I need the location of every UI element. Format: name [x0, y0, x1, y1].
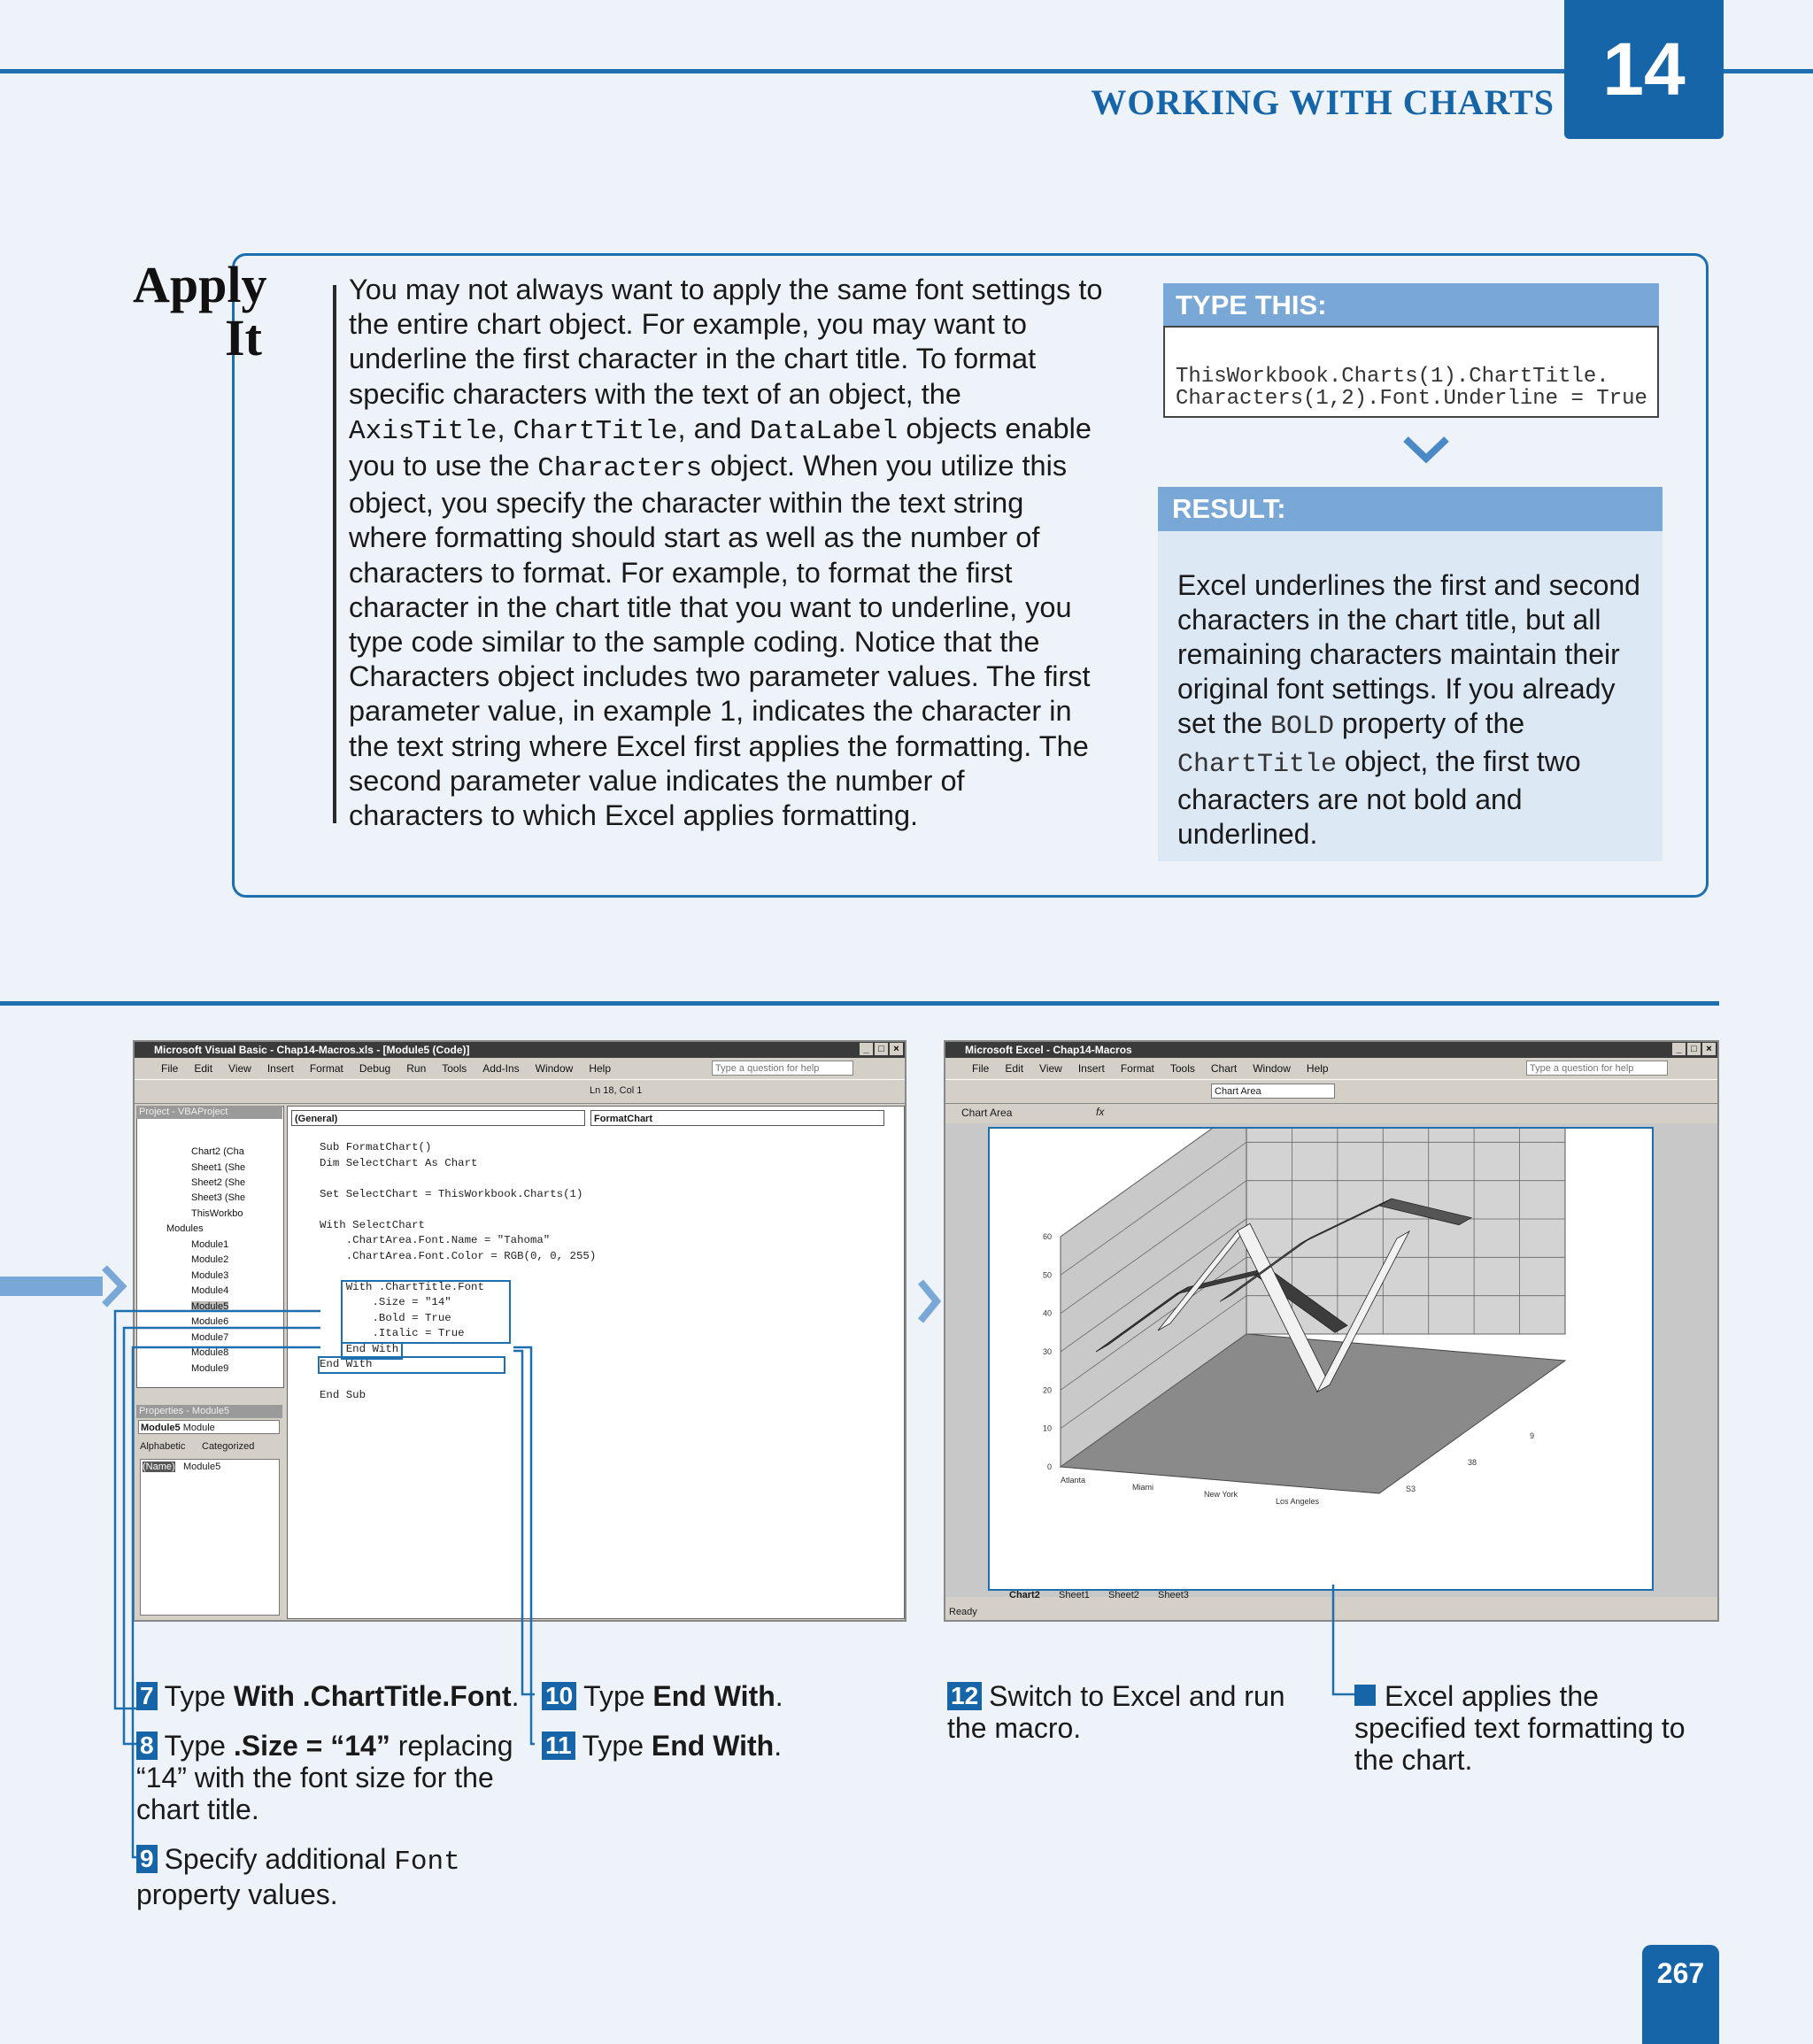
tree-item[interactable]: Module8 — [191, 1347, 229, 1358]
vbe-titlebar — [135, 1042, 905, 1058]
step-code: End With — [651, 1730, 775, 1762]
type-this-code — [1163, 326, 1659, 418]
tab-categorized[interactable]: Categorized — [202, 1441, 255, 1452]
code-bold: BOLD — [1269, 712, 1334, 742]
type-this-header: TYPE THIS: — [1163, 283, 1659, 328]
x-tick-label: Miami — [1132, 1483, 1153, 1492]
sheet-tab-sheet2[interactable]: Sheet2 — [1108, 1590, 1139, 1600]
project-explorer-title: Project - VBAProject — [136, 1106, 282, 1119]
step-number: 7 — [136, 1682, 158, 1710]
type-this-line2: Characters(1,2).Font.Underline = True — [1176, 387, 1647, 411]
project-tree — [166, 1146, 278, 1385]
properties-object-select[interactable] — [138, 1420, 280, 1434]
prop-value[interactable]: Module5 — [183, 1462, 221, 1472]
chart-plot — [990, 1129, 1652, 1589]
apply-it-logo-line2: It — [225, 309, 262, 366]
para-sep: , — [497, 412, 513, 444]
step-7 — [136, 1680, 526, 1712]
code-datalabel: DataLabel — [749, 415, 899, 447]
y-tick-label: 20 — [1042, 1385, 1052, 1395]
close-icon[interactable]: × — [1702, 1043, 1716, 1055]
y-tick-label: 30 — [1042, 1347, 1052, 1356]
tree-item[interactable]: Module3 — [191, 1270, 229, 1281]
object-combo[interactable]: (General) — [291, 1110, 585, 1126]
x-tick-label: Atlanta — [1061, 1476, 1086, 1485]
menu-window[interactable]: Window — [1253, 1062, 1291, 1075]
menu-help[interactable]: Help — [589, 1062, 611, 1075]
y-tick-label: 10 — [1042, 1423, 1052, 1433]
properties-pane — [136, 1418, 282, 1617]
menu-help[interactable]: Help — [1306, 1062, 1329, 1075]
name-box[interactable]: Chart Area — [961, 1107, 1013, 1119]
menu-addins[interactable]: Add-Ins — [482, 1062, 520, 1075]
close-icon[interactable]: × — [890, 1043, 903, 1055]
para-text: object. When you utilize this object, you specify the character within the text string where formatting should start as well as the number of characters to format. For example, to format the first character in the chart title that you want to underline, you type code similar to the sample coding. Notice that the Characters object includes two parameter values. The first parameter value, in example 1, indicates the character in the text string where Excel first applies the formatting. The second parameter value indicates the number of characters to which Excel applies formatting. — [349, 450, 1091, 832]
highlight-end-with-outer — [318, 1356, 505, 1374]
maximize-icon[interactable]: □ — [1687, 1043, 1701, 1055]
section-rule — [0, 1001, 1719, 1006]
props-type: Module — [182, 1423, 215, 1433]
tree-item[interactable]: Module1 — [191, 1239, 229, 1250]
chart-objects-select[interactable]: Chart Area — [1211, 1084, 1335, 1099]
step-code: With .ChartTitle.Font — [233, 1680, 512, 1712]
menu-view[interactable]: View — [1039, 1062, 1062, 1075]
result-text: object, the first two characters are not bold and underlined. — [1177, 745, 1581, 850]
menu-view[interactable]: View — [228, 1062, 251, 1075]
properties-grid — [140, 1459, 280, 1616]
menu-edit[interactable]: Edit — [194, 1062, 213, 1075]
result-text: Excel underlines the first and second characters in the chart title, but all remaining characters maintain their original font settings. If you already set the — [1177, 569, 1640, 739]
apply-it-logo-line1: Apply — [133, 256, 267, 313]
x-tick-label: New York — [1204, 1490, 1238, 1499]
apply-it-paragraph — [349, 273, 1107, 833]
step-text: Type — [583, 1680, 653, 1712]
para-text: objects enable you to use the — [349, 412, 1092, 482]
tree-item[interactable]: Module4 — [191, 1285, 229, 1296]
step-text: Excel applies the specified text formatting to the chart. — [1354, 1680, 1686, 1776]
sheet-tab-sheet3[interactable]: Sheet3 — [1158, 1590, 1189, 1600]
result-header: RESULT: — [1158, 487, 1663, 531]
type-this-line1: ThisWorkbook.Charts(1).ChartTitle. — [1176, 365, 1609, 389]
help-search-input[interactable]: Type a question for help — [712, 1061, 853, 1076]
menu-debug[interactable]: Debug — [359, 1062, 391, 1075]
tab-alphabetic[interactable]: Alphabetic — [140, 1441, 186, 1452]
step-text: . — [774, 1730, 783, 1762]
bullet-square-icon — [1354, 1685, 1376, 1706]
code-characters: Characters — [537, 453, 703, 485]
code-charttitle: ChartTitle — [513, 415, 678, 447]
chevron-right-icon — [915, 1278, 942, 1324]
menu-format[interactable]: Format — [309, 1062, 343, 1075]
result-body — [1158, 531, 1663, 861]
minimize-icon[interactable]: _ — [860, 1043, 873, 1055]
vbe-toolbar — [135, 1079, 905, 1104]
chart-area[interactable] — [988, 1127, 1654, 1591]
tree-item[interactable]: Sheet1 (She — [191, 1162, 246, 1173]
step-result — [1354, 1680, 1717, 1776]
tree-item-selected[interactable]: Module5 — [191, 1301, 229, 1312]
props-object: Module5 — [141, 1423, 181, 1433]
step-number: 9 — [136, 1845, 158, 1873]
step-text: Type — [582, 1730, 652, 1762]
formula-bar — [945, 1104, 1717, 1123]
step-code: End With — [652, 1680, 775, 1712]
cursor-position: Ln 18, Col 1 — [590, 1085, 643, 1096]
menu-window[interactable]: Window — [535, 1062, 574, 1075]
excel-toolbar — [945, 1079, 1717, 1104]
step-code: Font — [394, 1847, 460, 1878]
excel-title: Microsoft Excel - Chap14-Macros — [965, 1044, 1132, 1056]
code-charttitle: ChartTitle — [1177, 750, 1338, 780]
sheet-tab-chart2[interactable]: Chart2 — [1009, 1590, 1040, 1600]
y-tick-label: 40 — [1042, 1308, 1052, 1318]
minimize-icon[interactable]: _ — [1672, 1043, 1686, 1055]
tree-item[interactable]: Chart2 (Cha — [191, 1146, 244, 1157]
tree-item[interactable]: Sheet3 (She — [191, 1192, 246, 1203]
step-text: Switch to Excel and run the macro. — [947, 1680, 1285, 1744]
apply-it-logo — [133, 258, 267, 365]
menu-tools[interactable]: Tools — [442, 1062, 467, 1075]
step-number: 8 — [136, 1732, 158, 1760]
step-text: . — [511, 1680, 520, 1712]
step-text: replacing “14” with the font size for the chart title. — [136, 1730, 513, 1825]
chapter-title: WORKING WITH CHARTS — [1091, 82, 1555, 122]
apply-it-divider — [333, 285, 336, 823]
help-search-input[interactable]: Type a question for help — [1526, 1061, 1668, 1076]
tree-item[interactable]: Module7 — [191, 1332, 229, 1343]
step-text: property values. — [136, 1878, 338, 1910]
chevron-down-icon — [1402, 436, 1450, 464]
chapter-number-tab: 14 — [1564, 0, 1724, 139]
menu-file[interactable]: File — [161, 1062, 179, 1075]
properties-title: Properties - Module5 — [136, 1405, 282, 1418]
step-number: 12 — [947, 1682, 982, 1710]
menu-insert[interactable]: Insert — [1077, 1062, 1105, 1075]
para-sep: , and — [677, 412, 750, 444]
result-text: property of the — [1333, 707, 1525, 739]
excel-titlebar — [945, 1042, 1717, 1058]
step-text: Specify additional — [164, 1843, 395, 1875]
step-text: Type — [164, 1730, 234, 1762]
step-11 — [542, 1730, 914, 1762]
series-axis-label: S3 — [1406, 1485, 1416, 1493]
code-axistitle: AxisTitle — [349, 415, 498, 447]
menu-format[interactable]: Format — [1120, 1062, 1154, 1075]
excel-window — [944, 1040, 1719, 1622]
code-window[interactable] — [287, 1106, 905, 1619]
vbe-window — [133, 1040, 906, 1622]
page-number: 267 — [1642, 1945, 1719, 2044]
menu-chart[interactable]: Chart — [1210, 1062, 1238, 1075]
y-tick-label: 50 — [1042, 1270, 1052, 1280]
step-8 — [136, 1730, 526, 1825]
step-text: Type — [164, 1680, 234, 1712]
step-9 — [136, 1843, 526, 1910]
excel-menubar — [945, 1058, 1717, 1079]
sheet-tabs — [945, 1587, 1717, 1605]
header-rule — [0, 69, 1813, 73]
vbe-menubar — [135, 1058, 905, 1079]
para-text: You may not always want to apply the same font settings to the entire chart object. For example, you may want to underline the first character in the chart title. To format specific characters with the text of an object, the — [349, 274, 1103, 410]
y-tick-label: 60 — [1042, 1232, 1052, 1241]
tree-item[interactable]: Sheet2 (She — [191, 1177, 246, 1188]
step-text: . — [775, 1680, 783, 1712]
step-number: 11 — [542, 1732, 575, 1760]
tree-item[interactable]: Module6 — [191, 1316, 229, 1327]
series-axis-label: 38 — [1468, 1458, 1477, 1467]
procedure-combo[interactable]: FormatChart — [590, 1110, 884, 1126]
menu-tools[interactable]: Tools — [1169, 1062, 1195, 1075]
code-text[interactable]: Sub FormatChart() Dim SelectChart As Chart Set SelectChart = ThisWorkbook.Charts(1) With SelectChart .ChartArea.Font.Name = "Tahoma" .ChartArea.Font.Color = RGB(0, 0, 255) With .ChartTitle.Font .Size = "14" .Bold = True .Italic = True End With End With End Sub — [320, 1141, 597, 1401]
tree-item[interactable]: ThisWorkbo — [191, 1208, 243, 1219]
step-10 — [542, 1680, 914, 1712]
menu-file[interactable]: File — [972, 1062, 990, 1075]
prop-key[interactable]: (Name) — [143, 1462, 175, 1472]
tree-item[interactable]: Module2 — [191, 1254, 229, 1265]
sheet-tab-sheet1[interactable]: Sheet1 — [1059, 1590, 1090, 1600]
menu-edit[interactable]: Edit — [1005, 1062, 1024, 1075]
maximize-icon[interactable]: □ — [875, 1043, 888, 1055]
vbe-title: Microsoft Visual Basic - Chap14-Macros.xls - [Module5 (Code)] — [154, 1044, 470, 1056]
step-code: .Size = “14” — [233, 1730, 390, 1762]
fx-icon: fx — [1096, 1106, 1105, 1118]
arrow-right-icon — [0, 1264, 131, 1308]
status-bar: Ready — [949, 1607, 977, 1617]
tree-folder[interactable]: Modules — [166, 1223, 204, 1234]
x-tick-label: Los Angeles — [1276, 1497, 1320, 1506]
y-tick-label: 0 — [1046, 1462, 1052, 1471]
series-axis-label: 9 — [1530, 1431, 1535, 1440]
step-number: 10 — [542, 1682, 576, 1710]
tree-item[interactable]: Module9 — [191, 1363, 229, 1374]
menu-run[interactable]: Run — [406, 1062, 427, 1075]
menu-insert[interactable]: Insert — [266, 1062, 294, 1075]
step-12 — [947, 1680, 1319, 1744]
highlight-with-block — [341, 1280, 511, 1344]
